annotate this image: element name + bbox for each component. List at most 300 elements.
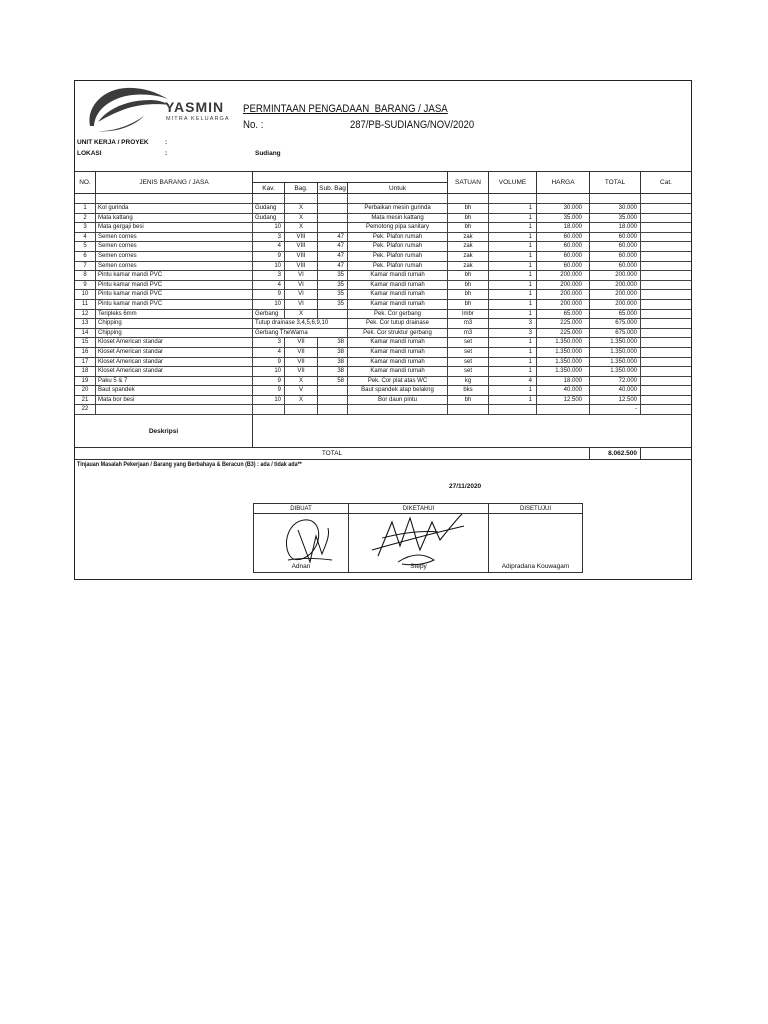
total-row xyxy=(75,448,691,460)
cell-total: 60.000 xyxy=(590,242,641,252)
table-row xyxy=(75,338,691,348)
dibuat-name: Adnan xyxy=(254,514,349,572)
cell-volume: 1 xyxy=(489,300,537,310)
diketahui-name: Stepy xyxy=(349,514,489,572)
cell-blank xyxy=(489,194,537,204)
cell-total: 200.000 xyxy=(590,300,641,310)
cell-untuk: Pek. Plafon rumah xyxy=(348,262,448,272)
cell-satuan: lmbr xyxy=(448,310,489,320)
table-row xyxy=(75,223,691,233)
cell-bag: X xyxy=(285,377,318,387)
total-label: TOTAL xyxy=(75,448,590,460)
cell-item: Semen cornes xyxy=(96,252,253,262)
cell-bag: VI xyxy=(285,281,318,291)
cell-untuk: Pek. Plafon rumah xyxy=(348,233,448,243)
header-total: TOTAL xyxy=(590,172,641,194)
cell-untuk: Pek. Plafon rumah xyxy=(348,252,448,262)
cell-no: 12 xyxy=(75,310,96,320)
cell-volume: 1 xyxy=(489,348,537,358)
cell-sub-bag: 38 xyxy=(318,367,348,377)
cell-cat xyxy=(641,233,691,243)
logo-tagline: MITRA KELUARGA xyxy=(166,116,230,122)
cell-bag: VIII xyxy=(285,233,318,243)
header-harga: HARGA xyxy=(537,172,590,194)
cell-harga: 30.000 xyxy=(537,204,590,214)
cell-untuk: Mata mesin kattang xyxy=(348,214,448,224)
cell-blank xyxy=(348,194,448,204)
grand-total: 8.062.500 xyxy=(590,448,641,460)
lokasi-value: Sudiang xyxy=(255,150,281,157)
deskripsi-row xyxy=(75,415,691,448)
deskripsi-label: Deskripsi xyxy=(75,415,253,448)
table-row xyxy=(75,262,691,272)
cell-total: 1.350.000 xyxy=(590,358,641,368)
cell-total: 60.000 xyxy=(590,252,641,262)
cell-satuan: bh xyxy=(448,396,489,406)
cell-volume: 1 xyxy=(489,281,537,291)
cell-total: 12.500 xyxy=(590,396,641,406)
cell-total: 1.350.000 xyxy=(590,348,641,358)
cell-harga: 200.000 xyxy=(537,290,590,300)
document-number: 287/PB-SUDIANG/NOV/2020 xyxy=(350,119,475,131)
cell-volume xyxy=(489,405,537,415)
cell-satuan: bh xyxy=(448,223,489,233)
cell-no: 8 xyxy=(75,271,96,281)
cell-satuan: zak xyxy=(448,233,489,243)
cell-volume: 1 xyxy=(489,262,537,272)
table-row xyxy=(75,271,691,281)
cell-harga: 40.000 xyxy=(537,386,590,396)
table-row xyxy=(75,377,691,387)
cell-total: 72.000 xyxy=(590,377,641,387)
header-volume: VOLUME xyxy=(489,172,537,194)
cell-volume: 1 xyxy=(489,367,537,377)
cell-sub-bag xyxy=(318,386,348,396)
cell-no: 18 xyxy=(75,367,96,377)
cell-kav: 10 xyxy=(253,262,285,272)
cell-item: Semen cornes xyxy=(96,233,253,243)
cell-sub-bag: 35 xyxy=(318,271,348,281)
cell-blank xyxy=(590,194,641,204)
cell-untuk: Baut spandek atap belakng xyxy=(348,386,448,396)
signature-dibuat xyxy=(280,514,336,568)
header-location-group xyxy=(253,172,448,183)
cell-satuan: m3 xyxy=(448,319,489,329)
cell-satuan: m3 xyxy=(448,329,489,339)
cell-cat xyxy=(641,310,691,320)
cell-bag: VII xyxy=(285,367,318,377)
cell-kav: 10 xyxy=(253,396,285,406)
cell-bag xyxy=(285,405,318,415)
yasmin-logo-icon xyxy=(84,84,174,134)
cell-untuk: Kamar mandi rumah xyxy=(348,367,448,377)
cell-no: 6 xyxy=(75,252,96,262)
cell-kav: Gudang xyxy=(253,214,285,224)
cell-volume: 3 xyxy=(489,329,537,339)
cell-total: 1.350.000 xyxy=(590,367,641,377)
document-number-label: No. : xyxy=(243,119,264,131)
cell-item: Chipping xyxy=(96,329,253,339)
cell-item: Kol gurinda xyxy=(96,204,253,214)
cell-untuk: Kamar mandi rumah xyxy=(348,271,448,281)
cell-total: 40.000 xyxy=(590,386,641,396)
unit-kerja-colon: : xyxy=(165,139,168,146)
table-row xyxy=(75,204,691,214)
table-row xyxy=(75,252,691,262)
cell-kav xyxy=(253,405,285,415)
cell-item: Kloset American standar xyxy=(96,358,253,368)
cell-bag: X xyxy=(285,214,318,224)
cell-total: 200.000 xyxy=(590,271,641,281)
cell-total: 60.000 xyxy=(590,262,641,272)
cell-no: 13 xyxy=(75,319,96,329)
cell-sub-bag xyxy=(318,310,348,320)
cell-untuk: Kamar mandi rumah xyxy=(348,358,448,368)
cell-kav: 4 xyxy=(253,281,285,291)
cell-volume: 4 xyxy=(489,377,537,387)
cell-no: 17 xyxy=(75,358,96,368)
cell-sub-bag: 35 xyxy=(318,290,348,300)
cell-blank xyxy=(318,194,348,204)
cell-harga: 225.000 xyxy=(537,329,590,339)
cell-item: Pintu kamar mandi PVC xyxy=(96,290,253,300)
cell-sub-bag: 47 xyxy=(318,262,348,272)
cell-harga: 18.000 xyxy=(537,223,590,233)
cell-volume: 1 xyxy=(489,271,537,281)
cell-sub-bag: 47 xyxy=(318,242,348,252)
cell-no: 5 xyxy=(75,242,96,252)
cell-item: Mata kattang xyxy=(96,214,253,224)
cell-blank xyxy=(96,194,253,204)
blank-row xyxy=(75,194,691,204)
cell-total: 35.000 xyxy=(590,214,641,224)
cell-kav: 3 xyxy=(253,338,285,348)
cell-untuk: Kamar mandi rumah xyxy=(348,290,448,300)
cell-total: 200.000 xyxy=(590,290,641,300)
cell-cat xyxy=(641,290,691,300)
cell-kav: 3 xyxy=(253,271,285,281)
cell-cat xyxy=(641,386,691,396)
b3-note: Tinjauan Masalah Pekerjaan / Barang yang Berbahaya & Beracun (B3) : ada / tidak ada** xyxy=(77,461,302,468)
header-kav: Kav. xyxy=(253,183,285,194)
cell-sub-bag: 47 xyxy=(318,233,348,243)
cell-sub-bag: 35 xyxy=(318,281,348,291)
table-row xyxy=(75,281,691,291)
cell-cat xyxy=(641,405,691,415)
cell-untuk: Perbaikan mesin gurinda xyxy=(348,204,448,214)
cell-satuan: bh xyxy=(448,204,489,214)
cell-harga: 200.000 xyxy=(537,300,590,310)
table-row xyxy=(75,214,691,224)
cell-no: 11 xyxy=(75,300,96,310)
cell-no: 21 xyxy=(75,396,96,406)
cell-item: Pintu kamar mandi PVC xyxy=(96,271,253,281)
cell-bag: VII xyxy=(285,348,318,358)
cell-untuk: Pek. Cor struktur gerbang xyxy=(348,329,448,339)
cell-sub-bag xyxy=(318,405,348,415)
cell-harga: 60.000 xyxy=(537,262,590,272)
total-cat-cell xyxy=(641,448,691,460)
cell-harga: 60.000 xyxy=(537,242,590,252)
cell-harga: 65.000 xyxy=(537,310,590,320)
cell-total: 200.000 xyxy=(590,281,641,291)
cell-cat xyxy=(641,214,691,224)
cell-satuan: zak xyxy=(448,262,489,272)
cell-volume: 1 xyxy=(489,252,537,262)
cell-no: 20 xyxy=(75,386,96,396)
cell-cat xyxy=(641,396,691,406)
table-row xyxy=(75,242,691,252)
cell-sub-bag: 35 xyxy=(318,300,348,310)
cell-no: 19 xyxy=(75,377,96,387)
cell-area: Gerbang TheWarna xyxy=(253,329,348,339)
cell-cat xyxy=(641,300,691,310)
cell-blank xyxy=(253,194,285,204)
cell-total: 675.000 xyxy=(590,329,641,339)
cell-no: 22 xyxy=(75,405,96,415)
cell-untuk: Pek. Plafon rumah xyxy=(348,242,448,252)
cell-no: 10 xyxy=(75,290,96,300)
cell-untuk: Kamar mandi rumah xyxy=(348,281,448,291)
table-body xyxy=(75,194,691,415)
cell-no: 3 xyxy=(75,223,96,233)
header-no: NO. xyxy=(75,172,96,194)
cell-no: 15 xyxy=(75,338,96,348)
cell-kav: 9 xyxy=(253,358,285,368)
page-title: PERMINTAAN PENGADAAN BARANG / JASA xyxy=(243,103,448,115)
cell-sub-bag: 47 xyxy=(318,252,348,262)
cell-untuk: Kamar mandi rumah xyxy=(348,348,448,358)
cell-harga: 225.000 xyxy=(537,319,590,329)
cell-satuan: set xyxy=(448,367,489,377)
cell-satuan xyxy=(448,405,489,415)
cell-kav: 10 xyxy=(253,223,285,233)
cell-kav: 3 xyxy=(253,233,285,243)
cell-no: 1 xyxy=(75,204,96,214)
cell-untuk: Bor daun pintu xyxy=(348,396,448,406)
cell-cat xyxy=(641,242,691,252)
cell-bag: X xyxy=(285,310,318,320)
cell-sub-bag: 38 xyxy=(318,338,348,348)
cell-item: Mata bor besi xyxy=(96,396,253,406)
cell-cat xyxy=(641,367,691,377)
header-satuan: SATUAN xyxy=(448,172,489,194)
header-bag: Bag. xyxy=(285,183,318,194)
cell-no: 9 xyxy=(75,281,96,291)
cell-untuk: Pek. Cor plat atas WC xyxy=(348,377,448,387)
cell-cat xyxy=(641,271,691,281)
cell-blank xyxy=(448,194,489,204)
cell-volume: 1 xyxy=(489,223,537,233)
cell-total: 30.000 xyxy=(590,204,641,214)
cell-bag: VI xyxy=(285,271,318,281)
table-row xyxy=(75,348,691,358)
cell-harga: 60.000 xyxy=(537,252,590,262)
cell-kav: 9 xyxy=(253,386,285,396)
cell-harga: 18.000 xyxy=(537,377,590,387)
cell-item: Mata gergaji besi xyxy=(96,223,253,233)
table-row xyxy=(75,300,691,310)
header-item: JENIS BARANG / JASA xyxy=(96,172,253,194)
cell-harga xyxy=(537,405,590,415)
table-row xyxy=(75,396,691,406)
header-sub-bag: Sub. Bag xyxy=(318,183,348,194)
table-row xyxy=(75,310,691,320)
cell-untuk: Pemotong pipa sanitary xyxy=(348,223,448,233)
cell-cat xyxy=(641,262,691,272)
cell-no: 7 xyxy=(75,262,96,272)
table-row xyxy=(75,329,691,339)
cell-bag: X xyxy=(285,396,318,406)
cell-untuk: Kamar mandi rumah xyxy=(348,338,448,348)
cell-area: Tutup drainase 3,4,5,6,9,10 xyxy=(253,319,348,329)
cell-kav: 9 xyxy=(253,377,285,387)
cell-bag: VIII xyxy=(285,242,318,252)
cell-untuk: Pek. Cor gerbang xyxy=(348,310,448,320)
cell-harga: 1.350.000 xyxy=(537,348,590,358)
cell-kav: 10 xyxy=(253,300,285,310)
cell-bag: V xyxy=(285,386,318,396)
cell-harga: 1.350.000 xyxy=(537,358,590,368)
cell-satuan: zak xyxy=(448,242,489,252)
cell-bag: VII xyxy=(285,338,318,348)
cell-cat xyxy=(641,319,691,329)
cell-item: Semen cornes xyxy=(96,262,253,272)
signature-diketahui xyxy=(368,508,468,570)
cell-cat xyxy=(641,252,691,262)
header-untuk: Untuk xyxy=(348,183,448,194)
cell-item: Paku 5 & 7 xyxy=(96,377,253,387)
cell-item: Teripleks 6mm xyxy=(96,310,253,320)
cell-bag: VIII xyxy=(285,262,318,272)
cell-satuan: set xyxy=(448,338,489,348)
cell-bag: VI xyxy=(285,300,318,310)
cell-sub-bag: 58 xyxy=(318,377,348,387)
cell-volume: 1 xyxy=(489,204,537,214)
cell-harga: 35.000 xyxy=(537,214,590,224)
cell-volume: 1 xyxy=(489,290,537,300)
cell-cat xyxy=(641,377,691,387)
cell-total: 1.350.000 xyxy=(590,338,641,348)
cell-item: Chipping xyxy=(96,319,253,329)
cell-satuan: bh xyxy=(448,290,489,300)
cell-item xyxy=(96,405,253,415)
cell-bag: VI xyxy=(285,290,318,300)
cell-kav: 9 xyxy=(253,290,285,300)
cell-cat xyxy=(641,223,691,233)
cell-kav: 9 xyxy=(253,252,285,262)
cell-satuan: bks xyxy=(448,386,489,396)
cell-item: Pintu kamar mandi PVC xyxy=(96,281,253,291)
cell-total: 65.000 xyxy=(590,310,641,320)
cell-item: Kloset American standar xyxy=(96,338,253,348)
cell-bag: X xyxy=(285,204,318,214)
cell-satuan: set xyxy=(448,358,489,368)
table-row xyxy=(75,367,691,377)
cell-cat xyxy=(641,204,691,214)
cell-sub-bag xyxy=(318,396,348,406)
cell-item: Pintu kamar mandi PVC xyxy=(96,300,253,310)
table-row xyxy=(75,290,691,300)
cell-blank xyxy=(537,194,590,204)
cell-volume: 1 xyxy=(489,214,537,224)
cell-harga: 1.350.000 xyxy=(537,367,590,377)
cell-total: 675.000 xyxy=(590,319,641,329)
cell-harga: 12.500 xyxy=(537,396,590,406)
cell-harga: 60.000 xyxy=(537,233,590,243)
header-cat: Cat. xyxy=(641,172,691,194)
cell-volume: 1 xyxy=(489,233,537,243)
lokasi-label: LOKASI xyxy=(77,150,102,157)
cell-cat xyxy=(641,338,691,348)
cell-volume: 1 xyxy=(489,396,537,406)
cell-blank xyxy=(285,194,318,204)
cell-total: - xyxy=(590,405,641,415)
table-row xyxy=(75,405,691,415)
cell-sub-bag: 38 xyxy=(318,358,348,368)
cell-satuan: set xyxy=(448,348,489,358)
cell-harga: 200.000 xyxy=(537,281,590,291)
cell-harga: 200.000 xyxy=(537,271,590,281)
table-row xyxy=(75,358,691,368)
cell-cat xyxy=(641,329,691,339)
cell-no: 14 xyxy=(75,329,96,339)
document-date: 27/11/2020 xyxy=(449,483,482,490)
cell-total: 60.000 xyxy=(590,233,641,243)
cell-blank xyxy=(641,194,691,204)
cell-kav: 10 xyxy=(253,367,285,377)
cell-cat xyxy=(641,348,691,358)
cell-volume: 1 xyxy=(489,358,537,368)
cell-volume: 1 xyxy=(489,310,537,320)
cell-bag: VIII xyxy=(285,252,318,262)
cell-satuan: bh xyxy=(448,281,489,291)
deskripsi-field xyxy=(253,415,691,448)
cell-harga: 1.350.000 xyxy=(537,338,590,348)
cell-satuan: kg xyxy=(448,377,489,387)
cell-sub-bag xyxy=(318,204,348,214)
cell-satuan: bh xyxy=(448,271,489,281)
cell-untuk: Kamar mandi rumah xyxy=(348,300,448,310)
cell-item: Baut spandek xyxy=(96,386,253,396)
cell-volume: 3 xyxy=(489,319,537,329)
disetujui-label: DISETUJUI xyxy=(489,504,582,514)
cell-kav: 4 xyxy=(253,348,285,358)
table-row xyxy=(75,386,691,396)
dibuat-label: DIBUAT xyxy=(254,504,349,514)
cell-bag: VII xyxy=(285,358,318,368)
lokasi-colon: : xyxy=(165,150,168,157)
cell-volume: 1 xyxy=(489,386,537,396)
table-header xyxy=(75,172,691,194)
cell-volume: 1 xyxy=(489,338,537,348)
cell-satuan: bh xyxy=(448,300,489,310)
cell-no: 4 xyxy=(75,233,96,243)
cell-item: Semen cornes xyxy=(96,242,253,252)
diketahui-label: DIKETAHUI xyxy=(349,504,489,514)
cell-bag: X xyxy=(285,223,318,233)
cell-satuan: zak xyxy=(448,252,489,262)
cell-sub-bag: 38 xyxy=(318,348,348,358)
cell-item: Kloset American standar xyxy=(96,348,253,358)
table-row xyxy=(75,233,691,243)
disetujui-name: Adipradana Kouwagam xyxy=(501,563,570,570)
cell-volume: 1 xyxy=(489,242,537,252)
cell-kav: Gerbang xyxy=(253,310,285,320)
cell-kav: 4 xyxy=(253,242,285,252)
cell-kav: Gudang xyxy=(253,204,285,214)
cell-no: 16 xyxy=(75,348,96,358)
